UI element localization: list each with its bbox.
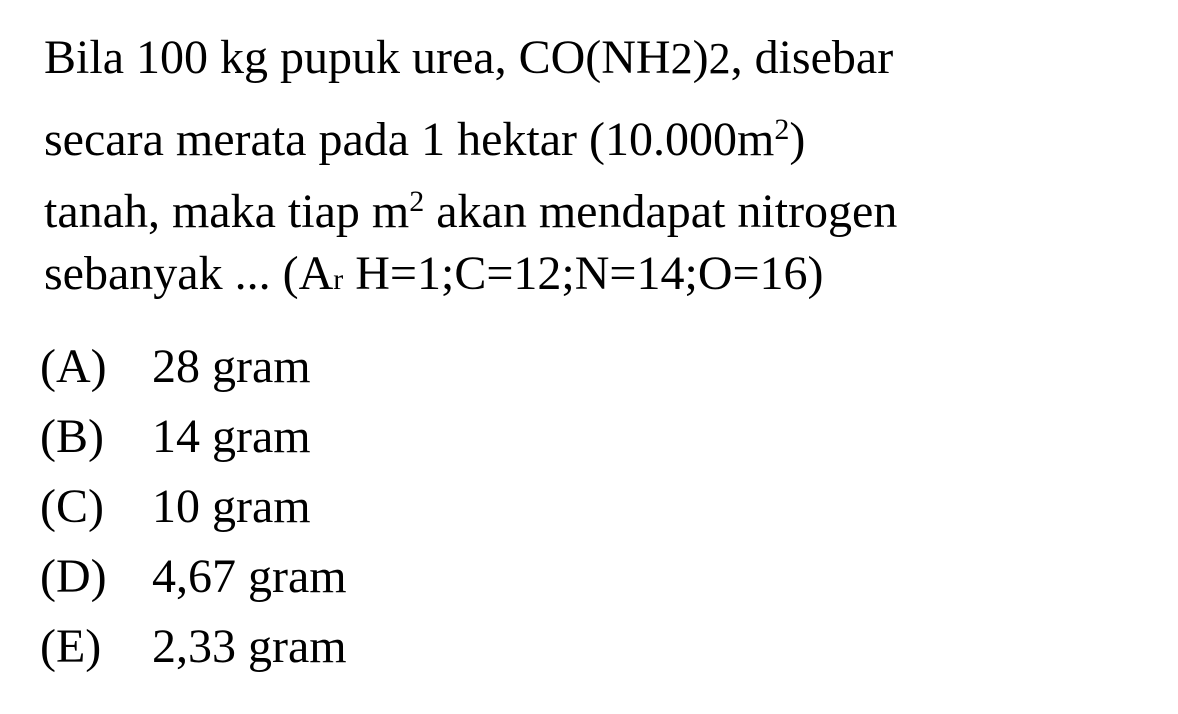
question-line-2 — [44, 94, 1154, 166]
question-text: tanah, maka tiap m — [44, 185, 410, 238]
option-d[interactable] — [40, 542, 347, 612]
superscript: 2 — [409, 185, 425, 218]
subscript: 2 — [670, 34, 693, 83]
question-line-1 — [44, 22, 1154, 94]
question-text: secara merata pada 1 hektar (10.000m — [44, 113, 775, 166]
subscript: 2 — [708, 34, 731, 83]
question-text: sebanyak ... (A — [44, 247, 334, 300]
question-text: ) — [692, 31, 709, 84]
option-text: 10 gram — [152, 480, 311, 533]
question-text: , disebar — [730, 31, 894, 84]
option-text: 4,67 gram — [152, 550, 347, 603]
option-text: 2,33 gram — [152, 620, 347, 673]
option-b[interactable] — [40, 402, 347, 472]
option-letter: (C) — [40, 480, 104, 533]
question-text: Bila 100 kg pupuk urea, CO(NH — [44, 31, 671, 84]
option-letter: (B) — [40, 410, 104, 463]
question-text: H=1;C=12;N=14;O=16) — [343, 247, 824, 300]
answer-options — [40, 332, 347, 682]
option-letter: (D) — [40, 550, 107, 603]
question-line-4 — [44, 238, 1154, 310]
question-line-3 — [44, 166, 1154, 238]
option-letter: (E) — [40, 620, 102, 673]
option-letter: (A) — [40, 340, 107, 393]
option-e[interactable] — [40, 612, 347, 682]
question-text: ) — [789, 113, 806, 166]
option-c[interactable] — [40, 472, 347, 542]
subscript: r — [333, 263, 344, 296]
option-a[interactable] — [40, 332, 347, 402]
option-text: 14 gram — [152, 410, 311, 463]
question-text: akan mendapat nitrogen — [424, 185, 898, 238]
superscript: 2 — [774, 113, 790, 146]
question-stem — [44, 22, 1154, 310]
option-text: 28 gram — [152, 340, 311, 393]
